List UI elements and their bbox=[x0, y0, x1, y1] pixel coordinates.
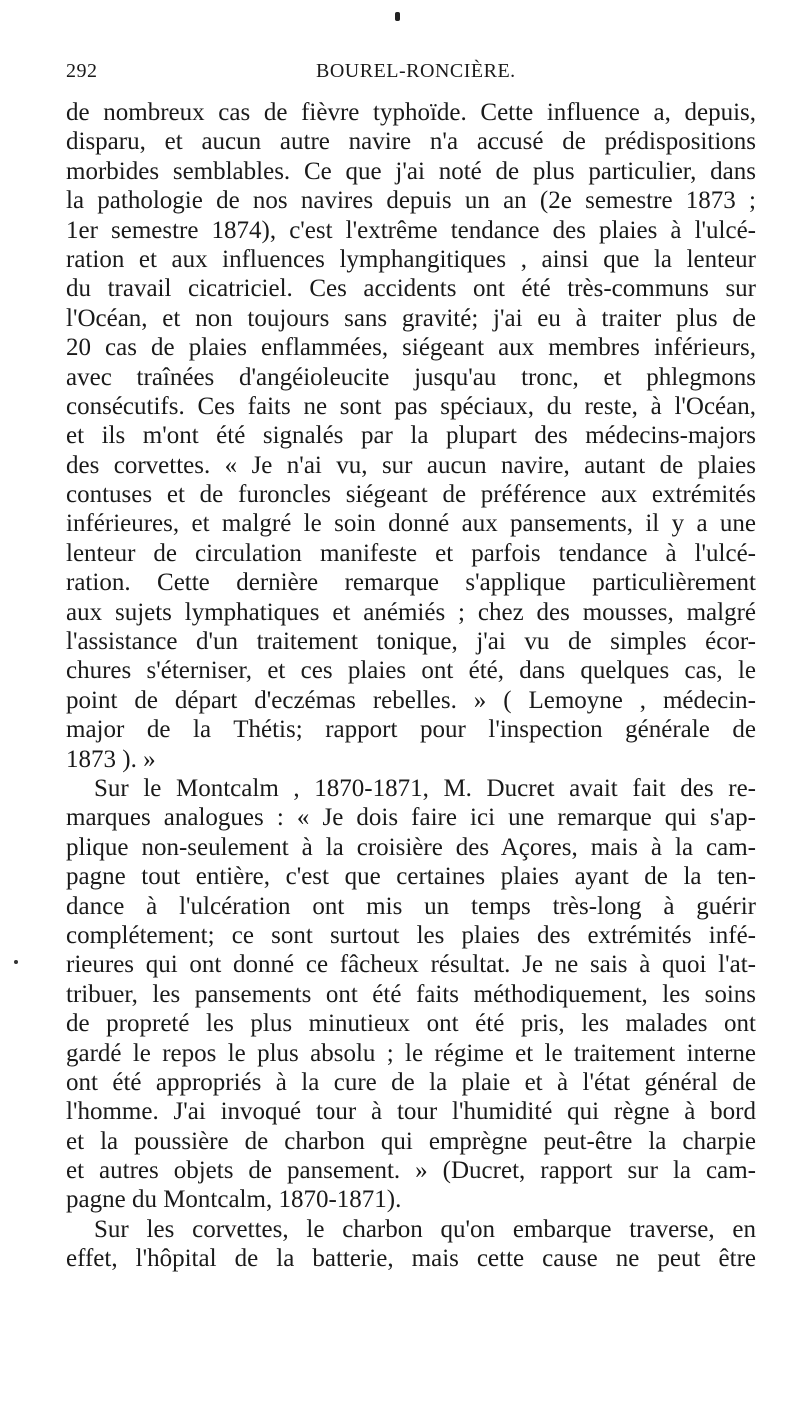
text-line: pagne tout entière, c'est que certaines plaies ayant de la ten- bbox=[66, 863, 756, 891]
text-line: disparu, et aucun autre navire n'a accusé de prédispositions bbox=[66, 128, 756, 156]
text-line: complétement; ce sont surtout les plaies des extrémités infé- bbox=[66, 921, 756, 949]
page-number: 292 bbox=[66, 60, 98, 82]
text-line: avec traînées d'angéioleucite jusqu'au tronc, et phlegmons bbox=[66, 363, 756, 391]
text-line: et ils m'ont été signalés par la plupart des médecins-majors bbox=[66, 422, 756, 450]
text-line: aux sujets lymphatiques et anémiés ; chez des mousses, malgré bbox=[66, 598, 756, 626]
text-line: contuses et de furoncles siégeant de préférence aux extrémités bbox=[66, 481, 756, 509]
text-line: de nombreux cas de fièvre typhoïde. Cette influence a, depuis, bbox=[66, 99, 756, 126]
text-line: inférieures, et malgré le soin donné aux pansements, il y a une bbox=[66, 510, 756, 538]
text-line: 1er semestre 1874), c'est l'extrême tendance des plaies à l'ulcé- bbox=[66, 216, 756, 244]
text-line: consécutifs. Ces faits ne sont pas spéciaux, du reste, à l'Océan, bbox=[66, 392, 756, 420]
text-line: du travail cicatriciel. Ces accidents ont été très-communs sur bbox=[66, 275, 756, 303]
text-line: pagne du Montcalm, 1870-1871). bbox=[66, 1186, 402, 1214]
text-line: des corvettes. « Je n'ai vu, sur aucun navire, autant de plaies bbox=[66, 451, 756, 479]
margin-mark bbox=[14, 960, 18, 964]
text-line: ration. Cette dernière remarque s'applique particulièrement bbox=[66, 569, 756, 597]
text-line: point de départ d'eczémas rebelles. » ( Lemoyne , médecin- bbox=[66, 686, 756, 714]
ink-speck bbox=[395, 12, 400, 21]
text-line: marques analogues : « Je dois faire ici une remarque qui s'ap- bbox=[66, 804, 756, 832]
text-line: plique non-seulement à la croisière des Açores, mais à la cam- bbox=[66, 833, 756, 861]
text-line: lenteur de circulation manifeste et parfois tendance à l'ulcé- bbox=[66, 539, 756, 567]
text-line: effet, l'hôpital de la batterie, mais cette cause ne peut être bbox=[66, 1245, 756, 1273]
text-line: rieures qui ont donné ce fâcheux résultat. Je ne sais à quoi l'at- bbox=[66, 951, 756, 979]
text-line: et autres objets de pansement. » (Ducret, rapport sur la cam- bbox=[66, 1157, 756, 1185]
text-line: ont été appropriés à la cure de la plaie et à l'état général de bbox=[66, 1068, 756, 1096]
text-line: 1873 ). » bbox=[66, 745, 156, 773]
text-line: la pathologie de nos navires depuis un an (2e semestre 1873 ; bbox=[66, 187, 756, 215]
page-header bbox=[66, 60, 756, 90]
text-line: l'Océan, et non toujours sans gravité; j'ai eu à traiter plus de bbox=[66, 304, 756, 332]
text-line: et la poussière de charbon qui emprègne peut-être la charpie bbox=[66, 1127, 756, 1155]
text-line: chures s'éterniser, et ces plaies ont été, dans quelques cas, le bbox=[66, 657, 756, 685]
text-line: l'assistance d'un traitement tonique, j'ai vu de simples écor- bbox=[66, 628, 756, 656]
text-line: morbides semblables. Ce que j'ai noté de plus particulier, dans bbox=[66, 157, 756, 185]
text-line: l'homme. J'ai invoqué tour à tour l'humidité qui règne à bord bbox=[66, 1098, 756, 1126]
running-head: BOUREL-RONCIÈRE. bbox=[316, 60, 516, 82]
text-line: Sur les corvettes, le charbon qu'on embarque traverse, en bbox=[94, 1215, 756, 1243]
text-line: 20 cas de plaies enflammées, siégeant aux membres inférieurs, bbox=[66, 334, 756, 362]
text-line: Sur le Montcalm , 1870-1871, M. Ducret avait fait des re- bbox=[94, 774, 756, 802]
text-line: ration et aux influences lymphangitiques , ainsi que la lenteur bbox=[66, 245, 756, 273]
text-line: dance à l'ulcération ont mis un temps très-long à guérir bbox=[66, 892, 756, 920]
text-line: major de la Thétis; rapport pour l'inspection générale de bbox=[66, 716, 756, 744]
text-line: de propreté les plus minutieux ont été pris, les malades ont bbox=[66, 1010, 756, 1038]
text-line: tribuer, les pansements ont été faits méthodiquement, les soins bbox=[66, 980, 756, 1008]
body-text bbox=[66, 98, 756, 1274]
text-line: gardé le repos le plus absolu ; le régime et le traitement interne bbox=[66, 1039, 756, 1067]
